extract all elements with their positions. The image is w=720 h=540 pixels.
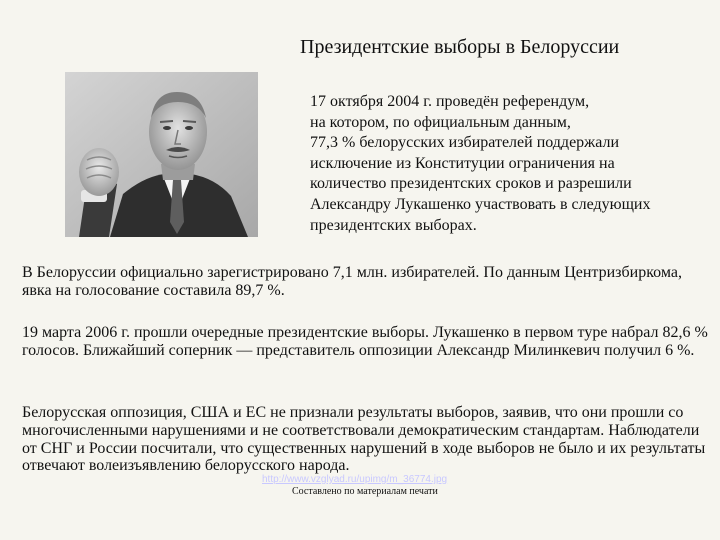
intro-line: президентских выборах. [310, 216, 477, 234]
paragraph-opposition: Белорусская оппозиция, США и ЕС не признали результаты выборов, заявив, что они прошли со многочисленными нарушениями и не соответствовали демократическим стандартам. Наблюдатели от СНГ и России посчитали, что существенных нарушений в ходе выборов не было и их результаты отвечают волеизъявлению белорусского народа. [22, 404, 706, 475]
paragraph-elections-2006: 19 марта 2006 г. прошли очередные президентские выборы. Лукашенко в первом туре набрал 82,6 % голосов. Ближайший соперник — представитель оппозиции Александр Милинкевич получил 6 %. [22, 324, 708, 359]
source-note: Составлено по материалам печати [292, 486, 438, 497]
intro-line: 77,3 % белорусских избирателей поддержали [310, 134, 620, 152]
intro-line: на котором, по официальным данным, [310, 113, 571, 131]
intro-line: Александру Лукашенко участвовать в следующих [310, 195, 651, 213]
intro-line: 17 октября 2004 г. проведён референдум, [310, 93, 590, 110]
intro-text [310, 92, 710, 236]
intro-line: исключение из Конституции ограничения на [310, 154, 615, 172]
paragraph-voters: В Белоруссии официально зарегистрировано 7,1 млн. избирателей. По данным Центризбиркома, явка на голосование составила 89,7 %. [22, 264, 682, 299]
portrait-photo [65, 72, 258, 237]
slide-title: Президентские выборы в Белоруссии [300, 36, 620, 58]
source-link[interactable]: http://www.vzglyad.ru/upimg/m_36774.jpg [262, 474, 448, 485]
intro-line: количество президентских сроков и разрешили [310, 175, 632, 193]
